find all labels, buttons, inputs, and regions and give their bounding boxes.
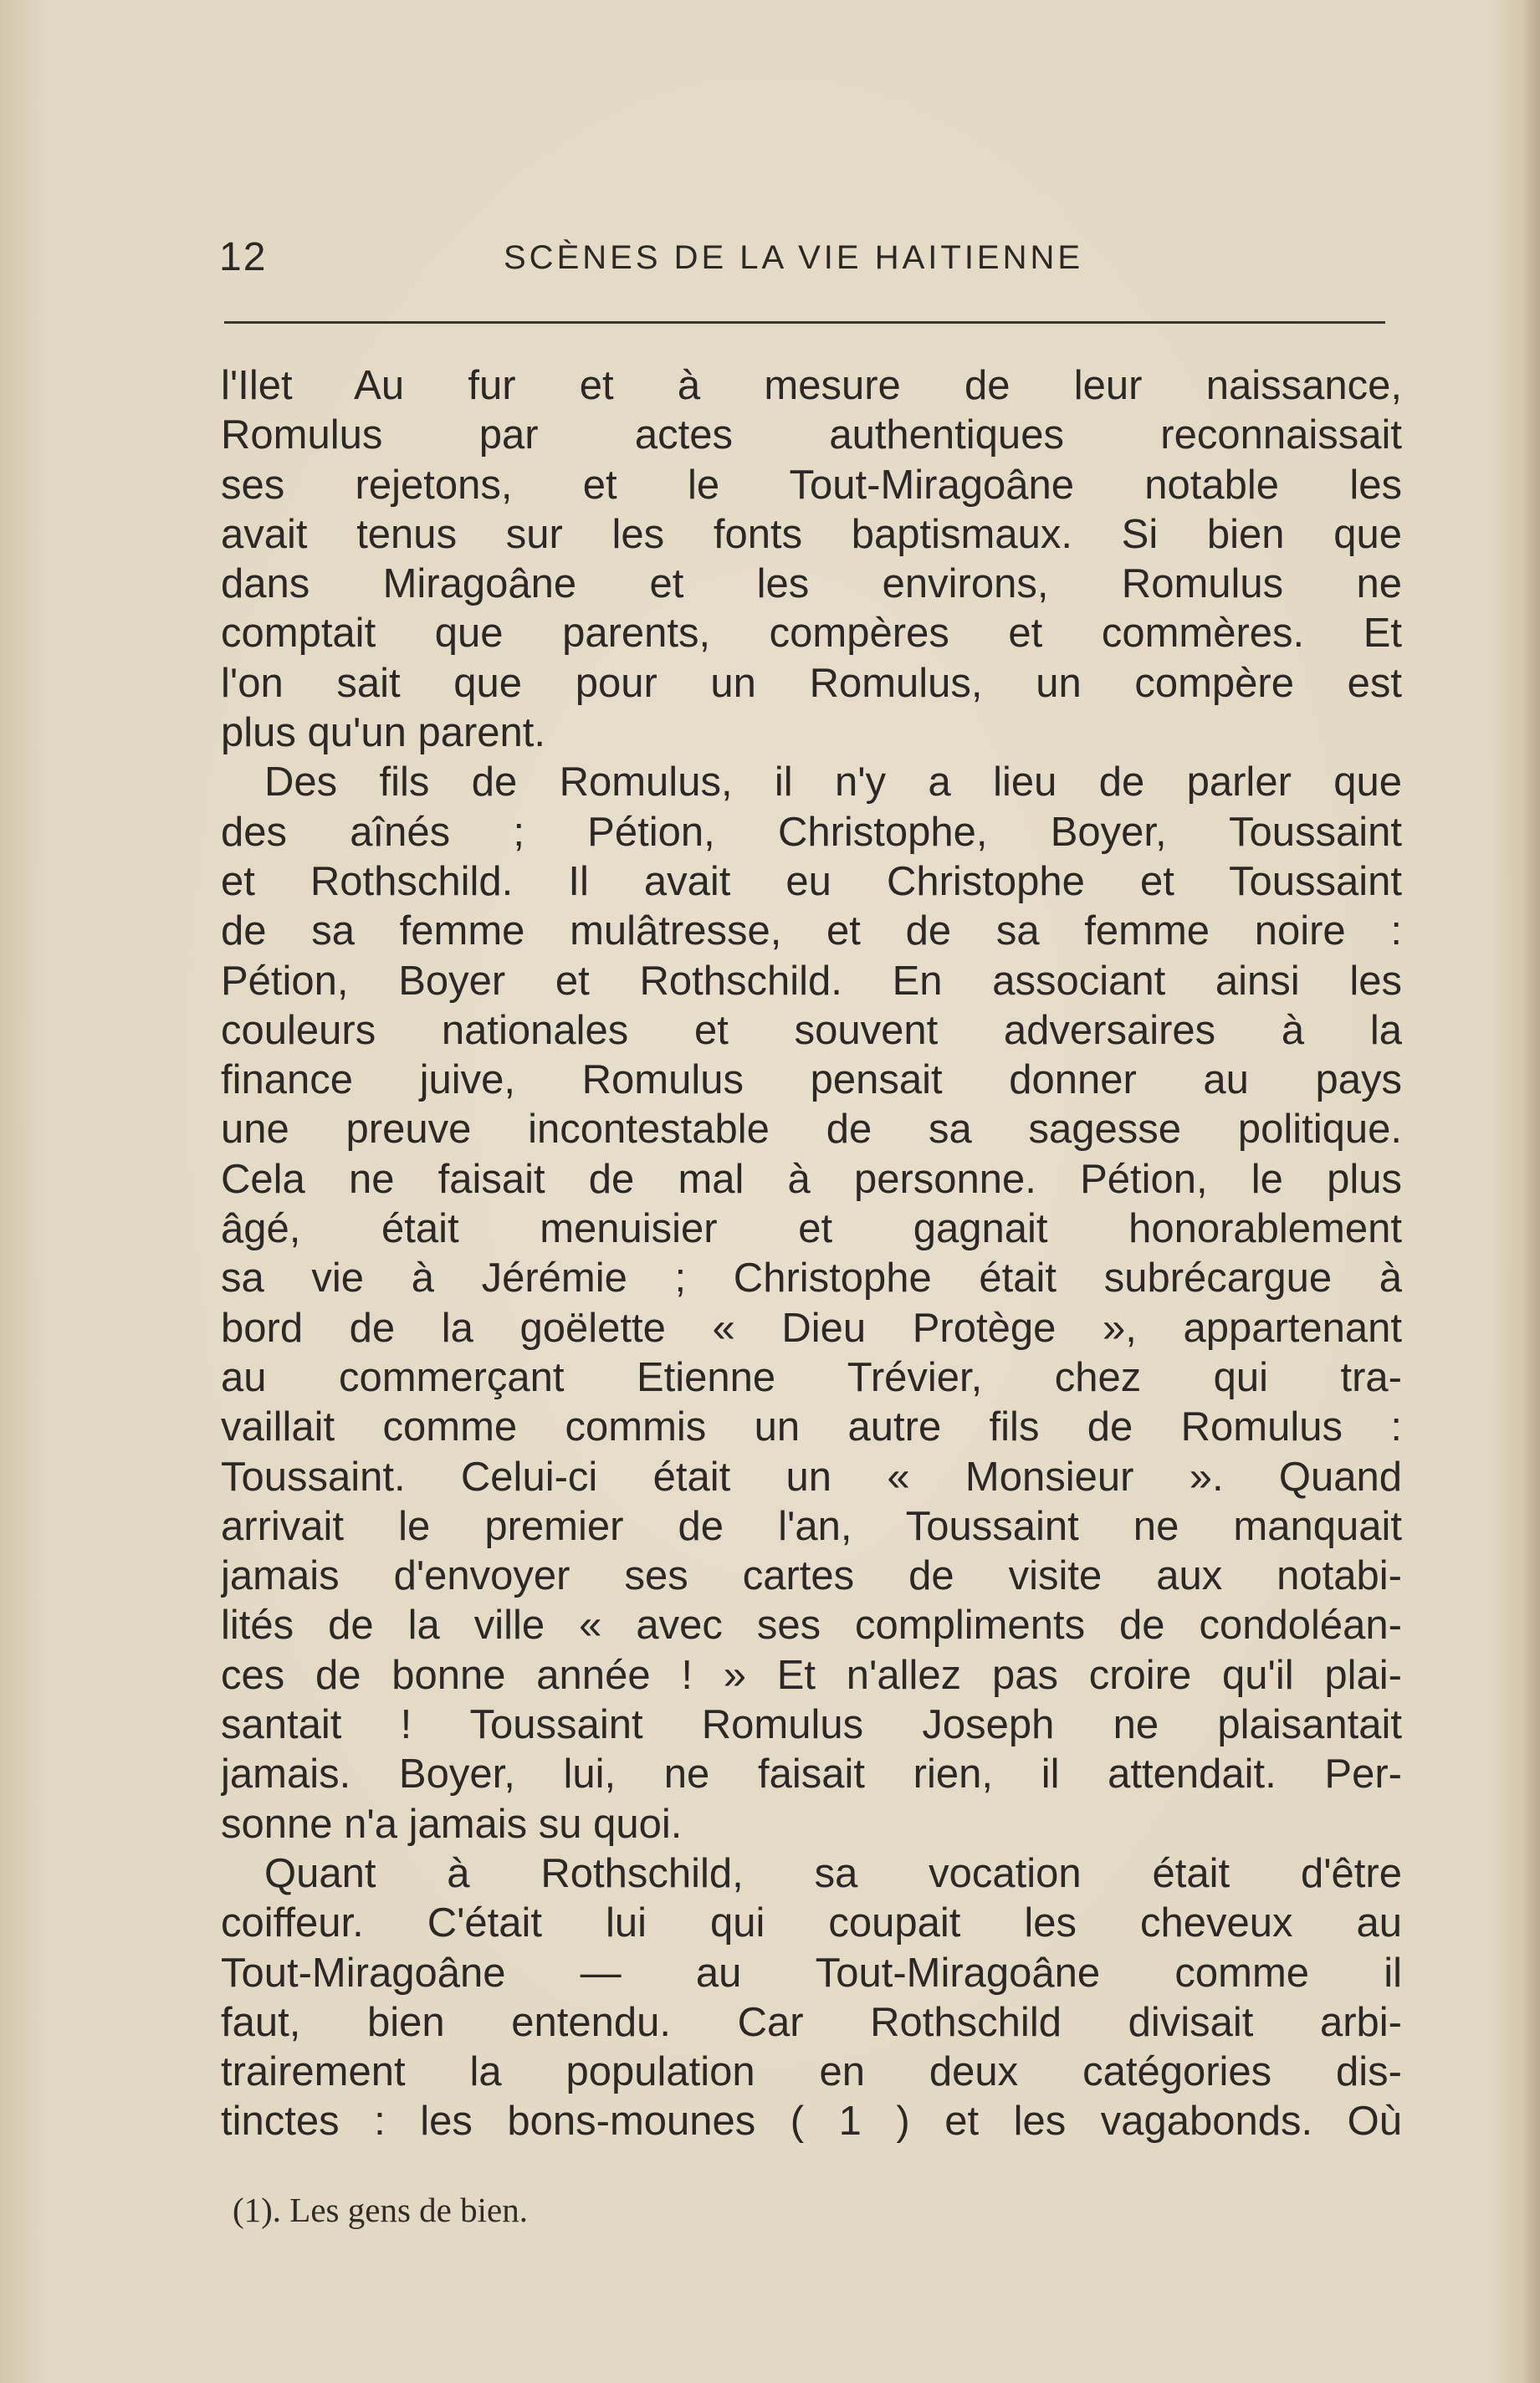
body-text (221, 361, 1402, 2151)
running-head (219, 234, 1389, 293)
text-line: santait ! Toussaint Romulus Joseph ne plaisantait (221, 1702, 1402, 1748)
text-line: faut, bien entendu. Car Rothschild divisait arbi- (221, 1999, 1402, 2045)
text-line: l'Ilet Au fur et à mesure de leur naissance, (221, 363, 1402, 408)
text-line: avait tenus sur les fonts baptismaux. Si bien que (221, 511, 1402, 557)
header-rule (224, 321, 1385, 324)
text-line: comptait que parents, compères et commères. Et (221, 611, 1402, 657)
text-line: lités de la ville « avec ses compliments de condoléan- (221, 1603, 1402, 1649)
text-line: Toussaint. Celui-ci était un « Monsieur ». Quand (221, 1454, 1402, 1500)
text-line: l'on sait que pour un Romulus, un compère est (221, 660, 1402, 706)
text-line: sa vie à Jérémie ; Christophe était subrécargue à (221, 1255, 1402, 1301)
text-line: ces de bonne année ! » Et n'allez pas croire qu'il plai- (221, 1652, 1402, 1698)
text-line: plus qu'un parent. (221, 710, 546, 756)
text-line: coiffeur. C'était lui qui coupait les cheveux au (221, 1900, 1402, 1946)
text-line: arrivait le premier de l'an, Toussaint ne manquait (221, 1503, 1402, 1549)
text-line: Cela ne faisait de mal à personne. Pétion, le plus (221, 1156, 1402, 1202)
text-line: bord de la goëlette « Dieu Protège », appartenant (221, 1305, 1402, 1351)
text-line: au commerçant Etienne Trévier, chez qui tra- (221, 1354, 1402, 1400)
text-line: finance juive, Romulus pensait donner au pays (221, 1057, 1402, 1103)
page-number: 12 (219, 235, 268, 279)
text-line: vaillait comme commis un autre fils de Romulus : (221, 1404, 1402, 1450)
text-line: ses rejetons, et le Tout-Miragoâne notable les (221, 462, 1402, 508)
text-line: et Rothschild. Il avait eu Christophe et Toussaint (221, 858, 1402, 904)
page-edge-shadow (1523, 0, 1540, 2383)
text-line: trairement la population en deux catégories dis- (221, 2049, 1402, 2095)
text-line: des aînés ; Pétion, Christophe, Boyer, Toussaint (221, 809, 1402, 855)
text-line: sonne n'a jamais su quoi. (221, 1801, 683, 1847)
text-line: Pétion, Boyer et Rothschild. En associant ainsi les (221, 958, 1402, 1004)
text-line: tinctes : les bons-mounes ( 1 ) et les vagabonds. Où (221, 2099, 1402, 2145)
footnote: (1). Les gens de bien. (233, 2191, 528, 2229)
text-line: de sa femme mulâtresse, et de sa femme noire : (221, 908, 1402, 954)
text-line: jamais d'envoyer ses cartes de visite aux notabi- (221, 1553, 1402, 1599)
text-line: Quant à Rothschild, sa vocation était d'être (264, 1850, 1402, 1896)
text-line: couleurs nationales et souvent adversaires à la (221, 1007, 1402, 1053)
running-title: SCÈNES DE LA VIE HAITIENNE (504, 239, 1084, 276)
text-line: Tout-Miragoâne — au Tout-Miragoâne comme il (221, 1950, 1402, 1996)
text-line: jamais. Boyer, lui, ne faisait rien, il attendait. Per- (221, 1751, 1402, 1797)
text-line: Des fils de Romulus, il n'y a lieu de parler que (264, 759, 1402, 805)
text-line: Romulus par actes authentiques reconnaissait (221, 412, 1402, 458)
text-line: âgé, était menuisier et gagnait honorablement (221, 1206, 1402, 1252)
text-line: dans Miragoâne et les environs, Romulus ne (221, 561, 1402, 607)
text-line: une preuve incontestable de sa sagesse politique. (221, 1107, 1402, 1153)
